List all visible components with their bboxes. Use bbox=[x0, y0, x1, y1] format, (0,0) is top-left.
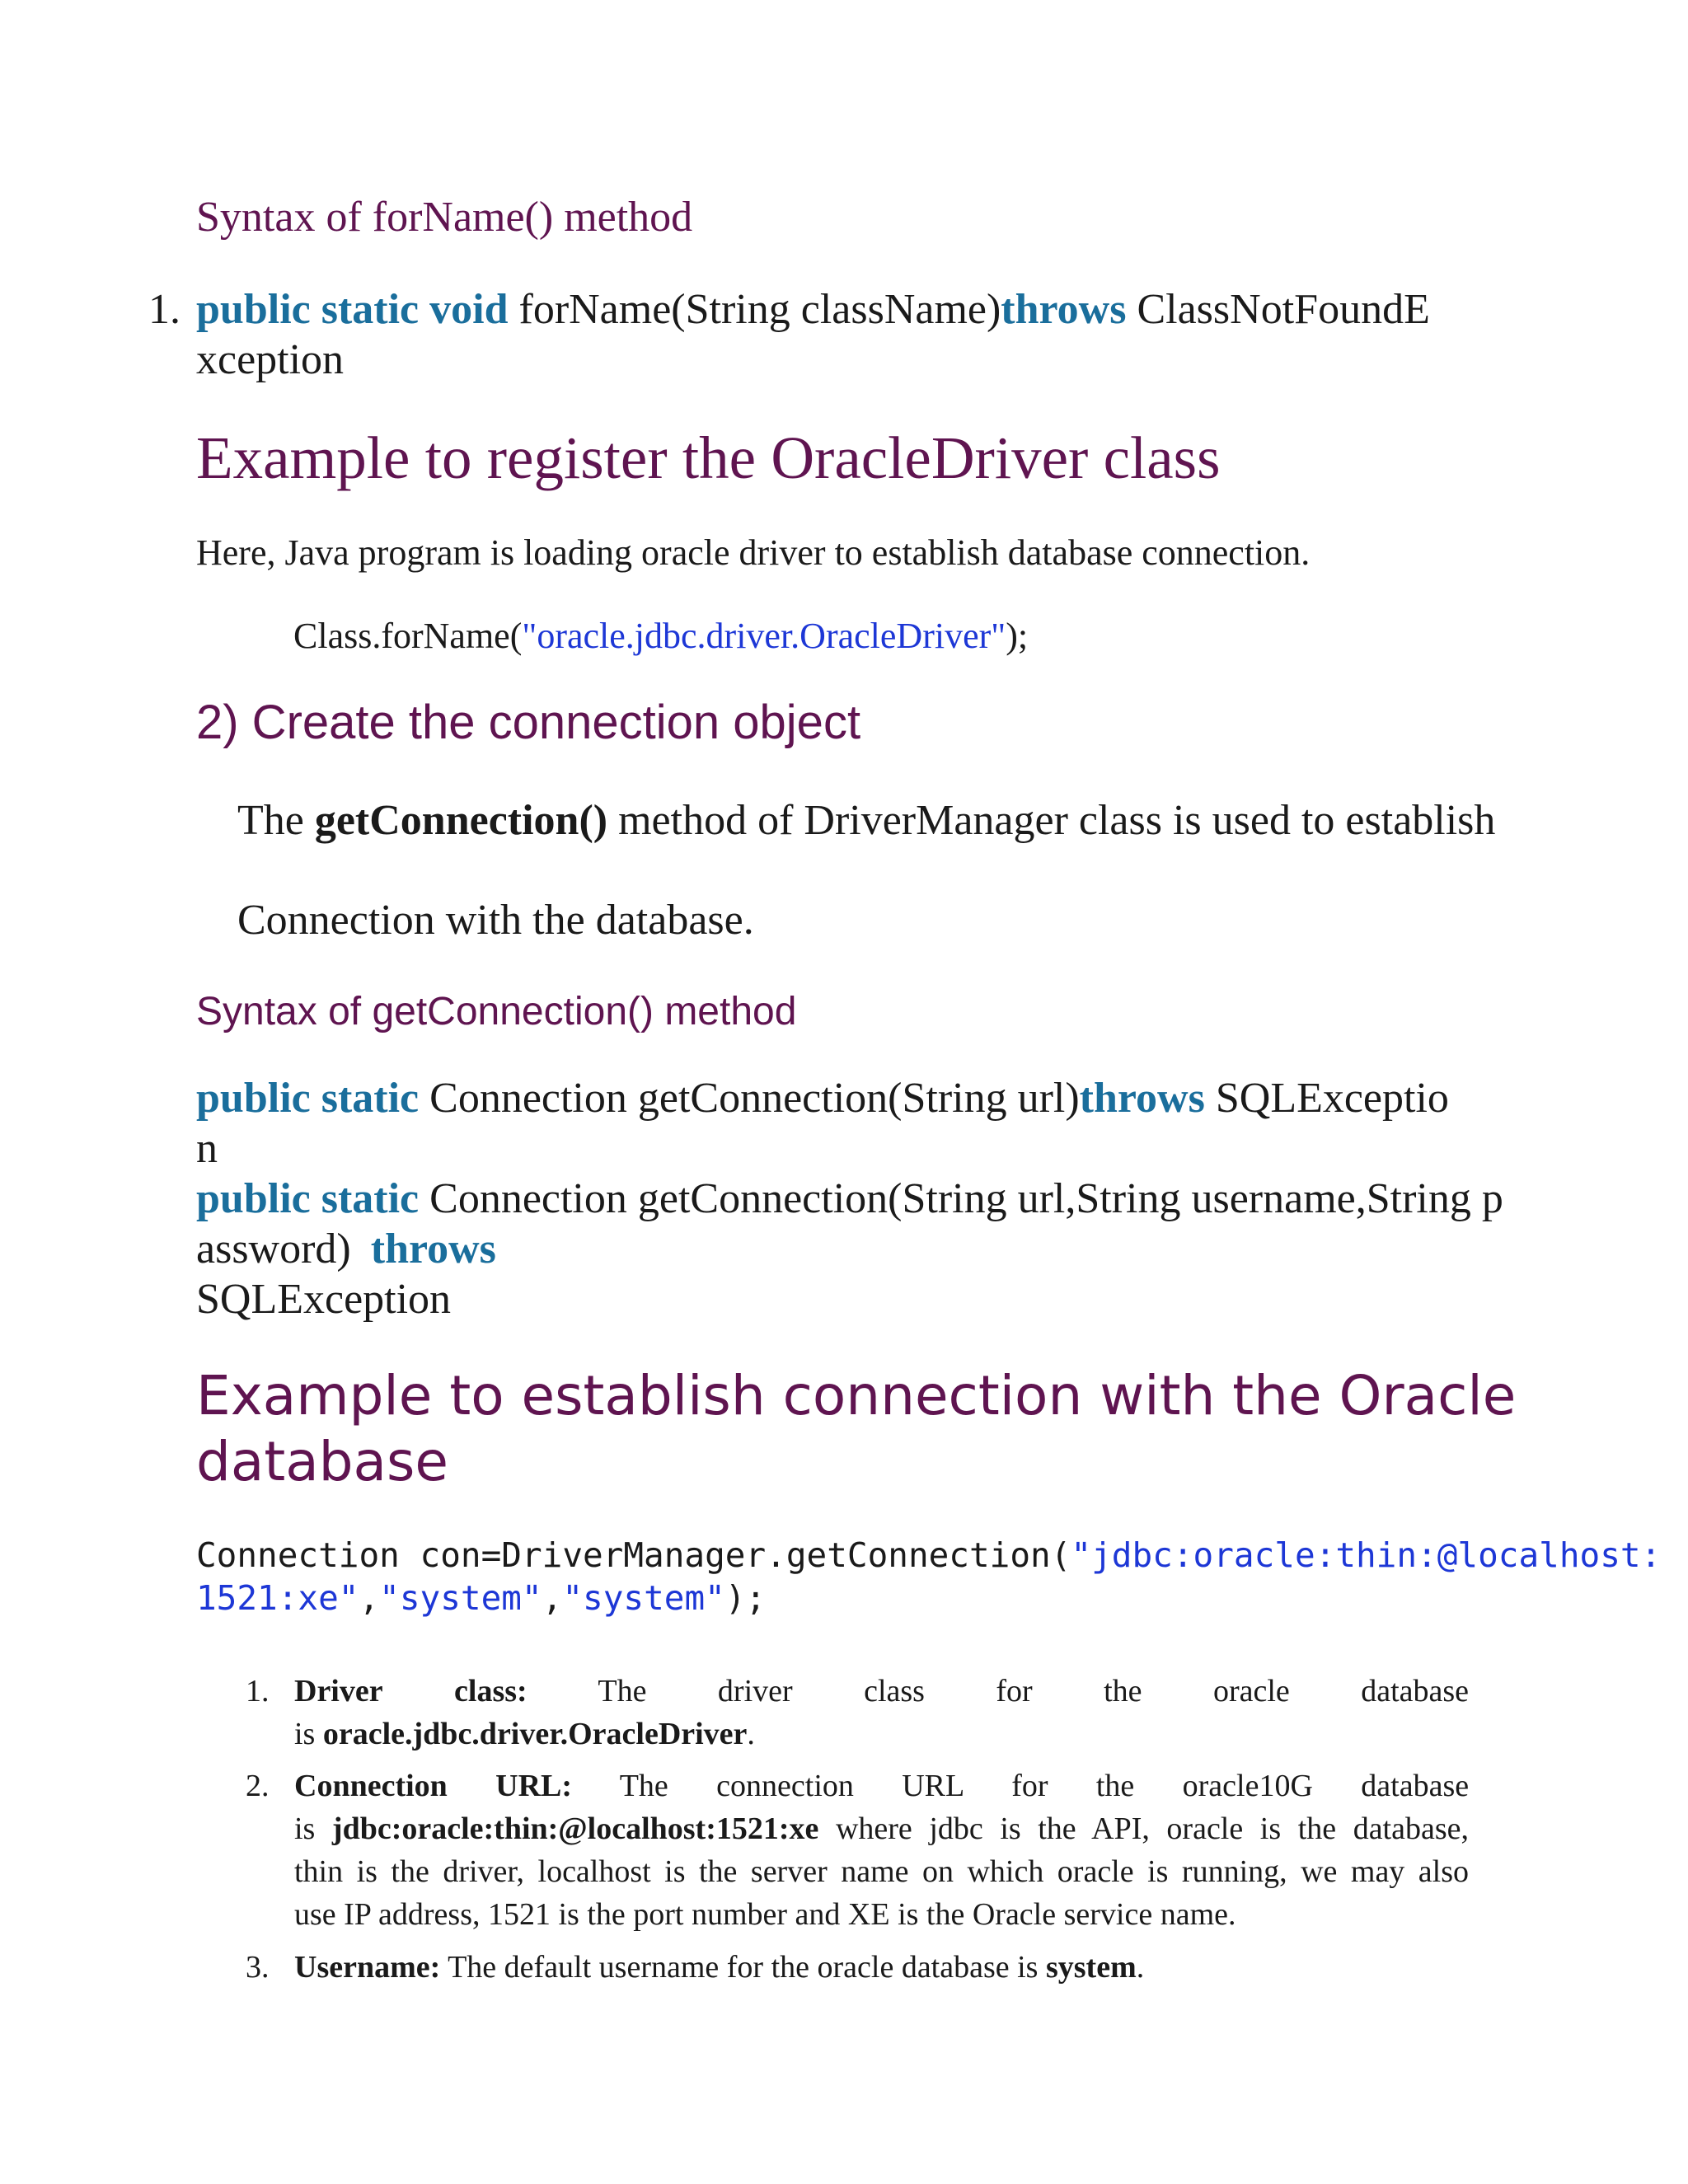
create-connection-heading: 2) Create the connection object bbox=[196, 696, 861, 749]
getconnection-signature-2 bbox=[196, 1174, 1503, 1223]
item1-word: driver bbox=[717, 1674, 793, 1708]
forname-signature-continuation: xception bbox=[196, 336, 345, 383]
getconnection-description-line2: Connection with the database. bbox=[237, 897, 754, 944]
forname-signature-tail: ClassNotFoundE bbox=[1126, 286, 1430, 333]
connection-code-line2 bbox=[196, 1578, 766, 1618]
list-item-2-line2 bbox=[294, 1811, 1469, 1847]
getconnection-description-line1 bbox=[237, 796, 1495, 845]
keyword-throws: throws bbox=[370, 1226, 496, 1272]
item1-word: Driver bbox=[294, 1674, 383, 1708]
syntax-forname-heading: Syntax of forName() method bbox=[196, 194, 693, 241]
item3-text: The default username for the oracle database is bbox=[440, 1950, 1046, 1985]
item1-word: class: bbox=[454, 1674, 528, 1708]
code-connection-call: Connection con=DriverManager.getConnection( bbox=[196, 1535, 1071, 1575]
getconnection-signature-2-continuation bbox=[196, 1225, 496, 1273]
keyword-public-static: public static bbox=[196, 1075, 420, 1122]
sig1-rest: Connection getConnection(String url) bbox=[419, 1075, 1080, 1122]
list-item-2-number: 2. bbox=[246, 1769, 270, 1803]
connection-code-line1 bbox=[196, 1535, 1661, 1575]
sig2-cont: assword) bbox=[196, 1226, 351, 1272]
register-driver-paragraph: Here, Java program is loading oracle driver to establish database connection. bbox=[196, 532, 1311, 573]
item1-word: oracle bbox=[1212, 1674, 1290, 1708]
code-url-string-start: "jdbc:oracle:thin:@localhost: bbox=[1071, 1535, 1662, 1575]
list-item-2-line1 bbox=[294, 1768, 1469, 1804]
item3-label: Username: bbox=[294, 1950, 441, 1985]
item3-period: . bbox=[1136, 1950, 1145, 1985]
item2-word: URL bbox=[902, 1769, 964, 1803]
code-comma-1: , bbox=[359, 1578, 380, 1618]
item1-period: . bbox=[747, 1717, 755, 1751]
item2-word: oracle10G bbox=[1182, 1769, 1313, 1803]
list-item-2-line4: use IP address, 1521 is the port number and XE is the Oracle service name. bbox=[294, 1897, 1236, 1932]
establish-connection-heading-line2: database bbox=[196, 1430, 448, 1493]
keyword-throws: throws bbox=[1079, 1075, 1205, 1122]
keyword-public-static: public static bbox=[196, 1175, 420, 1222]
register-driver-heading: Example to register the OracleDriver class bbox=[196, 424, 1221, 491]
code-close: ); bbox=[1006, 616, 1029, 656]
item1-word: the bbox=[1104, 1674, 1142, 1708]
forname-signature-number: 1. bbox=[148, 286, 181, 333]
getconnection-signature-1 bbox=[196, 1074, 1449, 1122]
list-item-3-number: 3. bbox=[246, 1950, 270, 1985]
item2-word: for bbox=[1011, 1769, 1048, 1803]
code-driver-string: "oracle.jdbc.driver.OracleDriver" bbox=[522, 616, 1006, 656]
list-item-2-line3: thin is the driver, localhost is the server name on which oracle is running, we may also bbox=[294, 1854, 1469, 1889]
desc-post: method of DriverManager class is used to establish bbox=[607, 797, 1496, 844]
list-item-1-number: 1. bbox=[246, 1674, 270, 1708]
forname-signature-mid: forName(String className) bbox=[508, 286, 1001, 333]
item2-word: Connection bbox=[294, 1769, 448, 1803]
desc-getconnection: getConnection() bbox=[314, 797, 608, 844]
getconnection-signature-1-continuation: n bbox=[196, 1125, 218, 1172]
keyword-public-static-void: public static void bbox=[196, 286, 509, 333]
code-comma-2: , bbox=[542, 1578, 563, 1618]
item3-system: system bbox=[1045, 1950, 1137, 1985]
getconnection-signature-2-exception: SQLException bbox=[196, 1276, 452, 1323]
sig1-tail: SQLExceptio bbox=[1204, 1075, 1449, 1122]
item1-is: is bbox=[294, 1717, 323, 1751]
item2-url: jdbc:oracle:thin:@localhost:1521:xe bbox=[331, 1811, 819, 1846]
code-url-string-end: 1521:xe" bbox=[196, 1578, 359, 1618]
sig2-rest: Connection getConnection(String url,String username,String p bbox=[419, 1175, 1503, 1222]
desc-pre: The bbox=[237, 797, 315, 844]
keyword-throws: throws bbox=[1001, 286, 1127, 333]
item1-word: class bbox=[864, 1674, 925, 1708]
list-item-1-line1 bbox=[294, 1673, 1469, 1709]
code-close: ); bbox=[724, 1578, 767, 1618]
item2-word: the bbox=[1095, 1769, 1135, 1803]
code-password-string: "system" bbox=[562, 1578, 725, 1618]
item2-explain: where jdbc is the API, oracle is the database, bbox=[818, 1811, 1469, 1846]
syntax-getconnection-heading: Syntax of getConnection() method bbox=[196, 990, 797, 1033]
item2-is: is bbox=[294, 1811, 332, 1846]
item1-driver-class: oracle.jdbc.driver.OracleDriver bbox=[322, 1717, 748, 1751]
item1-word: The bbox=[598, 1674, 647, 1708]
establish-connection-heading-line1: Example to establish connection with the Oracle bbox=[196, 1364, 1517, 1427]
item2-word: connection bbox=[716, 1769, 854, 1803]
code-username-string: "system" bbox=[379, 1578, 542, 1618]
list-item-1-line2 bbox=[294, 1716, 755, 1752]
register-driver-code bbox=[293, 615, 1028, 657]
code-class-forname: Class.forName( bbox=[293, 616, 523, 656]
item1-word: for bbox=[996, 1674, 1033, 1708]
item2-word: database bbox=[1361, 1769, 1470, 1803]
item1-word: database bbox=[1361, 1674, 1470, 1708]
item2-word: The bbox=[619, 1769, 668, 1803]
item2-word: URL: bbox=[495, 1769, 573, 1803]
list-item-3-line1 bbox=[294, 1949, 1144, 1985]
forname-signature-line bbox=[196, 285, 1430, 334]
